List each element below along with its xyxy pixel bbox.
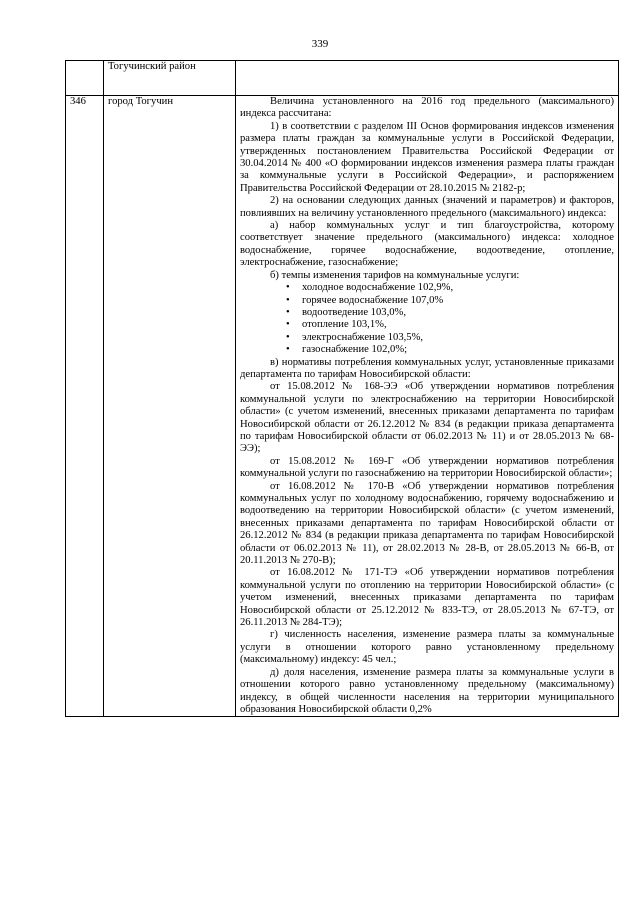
entry-row <box>66 96 619 717</box>
entry-content-cell <box>236 96 619 717</box>
list-item: • газоснабжение 102,0%; <box>286 344 408 356</box>
index-table <box>65 60 619 717</box>
district-row <box>66 61 619 96</box>
order-171-paragraph: от 16.08.2012 № 171-ТЭ «Об утверждении нормативов потребления коммунальной услуги по отоплению на территории Новосибирской области» (с учетом изменений, внесенных приказами департамента по тарифам Новосибирской области от 25.12.2012 № 833-ТЭ, от 28.05.2013 № 67-ТЭ, от 26.11.2013 № 284-ТЭ); <box>240 567 614 629</box>
district-num-cell <box>66 61 104 96</box>
basis-paragraph-1: 1) в соответствии с разделом III Основ формирования индексов изменения размера платы граждан за коммунальные услуги в Российской Федерации, утвержденных постановлением Правительства Российской Федерации от 30.04.2014 № 400 «О формировании индексов изменения размера платы граждан за коммунальные услуги в Российской Федерации», и распоряжением Правительства Российской Федерации от 28.10.2015 № 2182-р; <box>240 120 614 194</box>
district-name-cell: Тогучинский район <box>104 61 236 96</box>
order-170-paragraph: от 16.08.2012 № 170-В «Об утверждении нормативов потребления коммунальных услуг по холодному водоснабжению, горячему водоснабжению и водоотведению на территории Новосибирской области» (с учетом изменений, внесенных приказами департамента по тарифам Новосибирской области от 26.12.2012 № 834 (в редакции приказа департамента по тарифам Новосибирской области от 06.02.2013 № 11), от 28.02.2013 № 28-В, от 28.05.2013 № 66-В, от 20.11.2013 № 270-В); <box>240 480 614 567</box>
bullet-icon: • <box>286 282 290 294</box>
list-item: • горячее водоснабжение 107,0% <box>286 294 444 306</box>
bullet-icon: • <box>286 294 290 306</box>
list-item: • отопление 103,1%, <box>286 319 387 331</box>
basis-paragraph-2: 2) на основании следующих данных (значений и параметров) и факторов, повлиявших на величину установленного предельного (максимального) индекса: <box>240 195 614 219</box>
tariff-list <box>240 282 614 356</box>
entry-num-cell: 346 <box>66 96 104 717</box>
page-number: 339 <box>311 38 329 50</box>
bullet-icon: • <box>286 344 290 356</box>
district-content-cell <box>236 61 619 96</box>
bullet-icon: • <box>286 319 290 331</box>
intro-paragraph: Величина установленного на 2016 год предельного (максимального) индекса рассчитана: <box>240 96 614 120</box>
order-168-paragraph: от 15.08.2012 № 168-ЭЭ «Об утверждении нормативов потребления коммунальной услуги по электроснабжению на территории Новосибирской области» (с учетом изменений, внесенных приказами департамента по тарифам Новосибирской области от 26.12.2012 № 834 (в редакции приказа департамента по тарифам Новосибирской области от 06.02.2013 № 11) и от 28.05.2013 № 68-ЭЭ); <box>240 381 614 455</box>
item-d-paragraph: д) доля населения, изменение размера платы за коммунальные услуги в отношении которого равно установленному предельному (максимальному) индексу, в общей численности населения на территории муниципального образования Новосибирской области 0,2% <box>240 666 614 715</box>
order-169-paragraph: от 15.08.2012 № 169-Г «Об утверждении нормативов потребления коммунальной услуги по газоснабжению на территории Новосибирской области»; <box>240 455 614 480</box>
entry-name-cell: город Тогучин <box>104 96 236 717</box>
list-item: • электроснабжение 103,5%, <box>286 331 424 343</box>
bullet-icon: • <box>286 306 290 318</box>
item-b-paragraph: б) темпы изменения тарифов на коммунальные услуги: <box>270 269 520 281</box>
item-g-paragraph: г) численность населения, изменение размера платы за коммунальные услуги в отношении которого равно установленному предельному (максимальному) индексу: 45 чел.; <box>240 629 614 666</box>
list-item: • водоотведение 103,0%, <box>286 306 406 318</box>
item-v-paragraph: в) нормативы потребления коммунальных услуг, установленные приказами департамента по тарифам Новосибирской области: <box>240 356 614 380</box>
item-a-paragraph: а) набор коммунальных услуг и тип благоустройства, которому соответствует значение предельного (максимального) индекса: холодное водоснабжение, горячее водоснабжение, водоотведение, отопление, электроснабжение, газоснабжение; <box>240 220 614 269</box>
bullet-icon: • <box>286 331 290 343</box>
list-item: • холодное водоснабжение 102,9%, <box>286 282 454 294</box>
